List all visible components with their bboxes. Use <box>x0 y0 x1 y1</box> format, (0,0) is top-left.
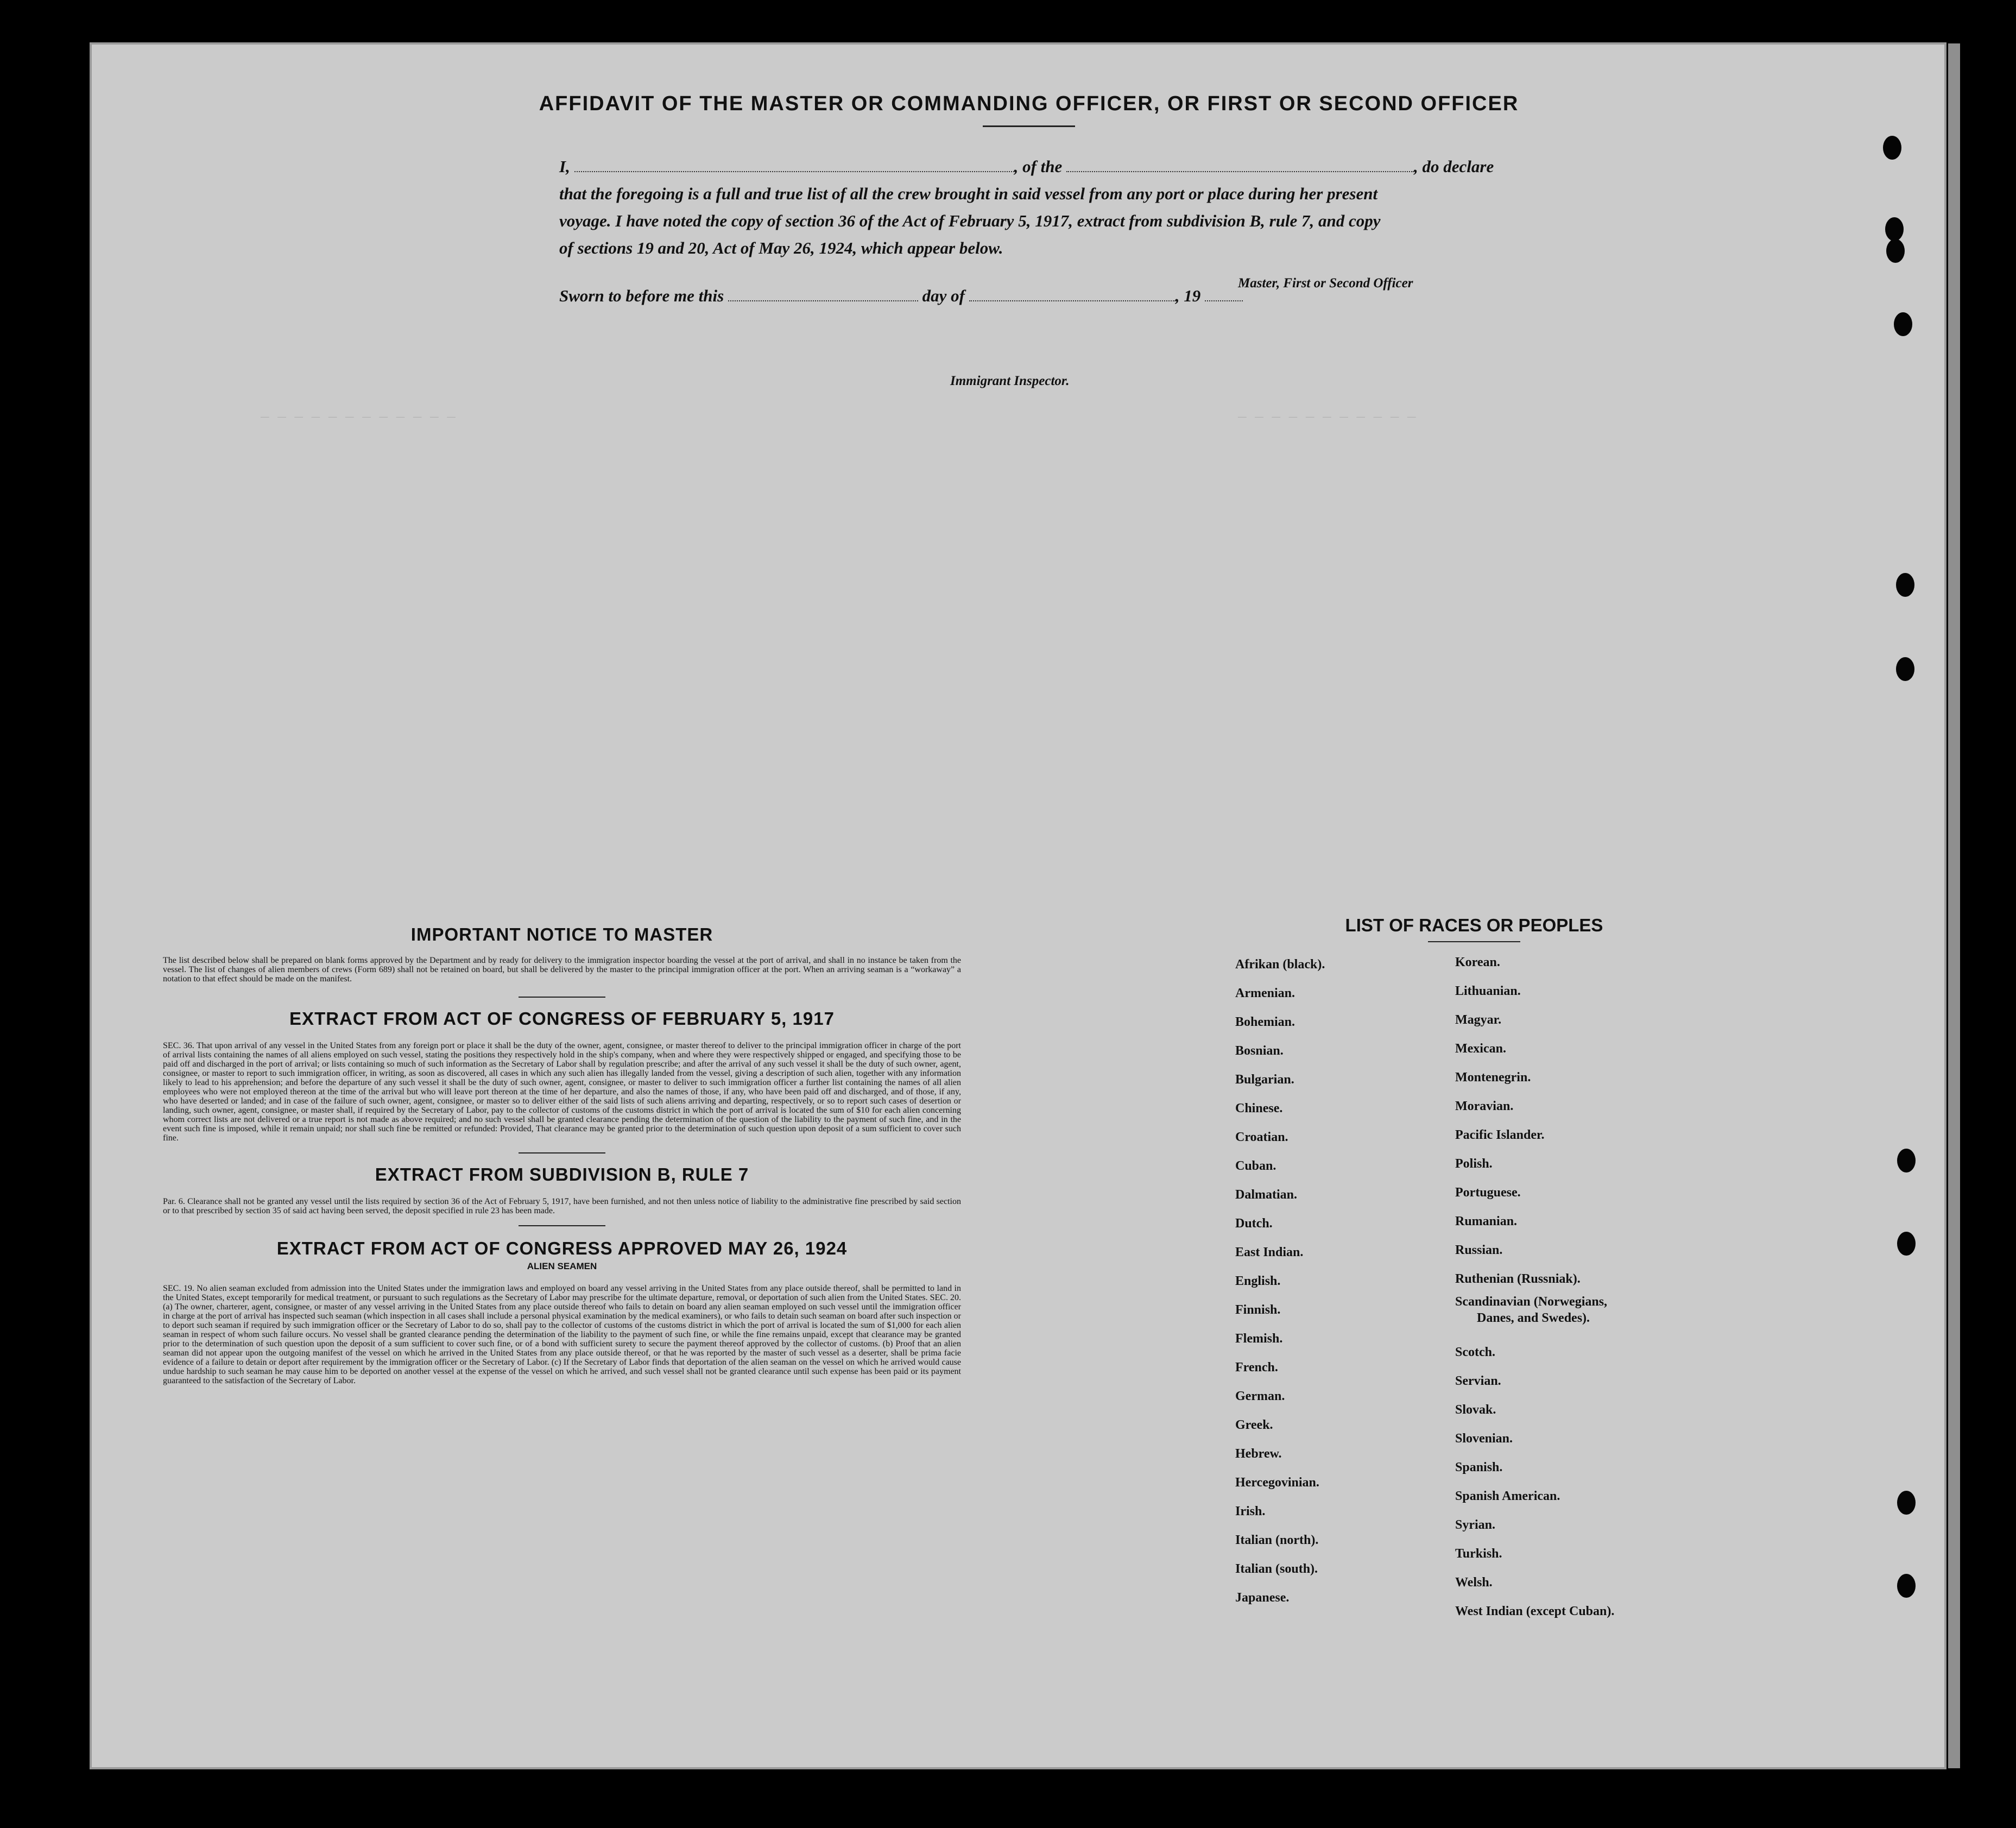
extract-1917-title: EXTRACT FROM ACT OF CONGRESS OF FEBRUARY 5, 1917 <box>289 1008 835 1029</box>
race-item: Ruthenian (Russniak). <box>1455 1272 1581 1286</box>
race-item: Servian. <box>1455 1374 1501 1388</box>
binder-hole <box>1894 312 1912 336</box>
race-item: Scotch. <box>1455 1345 1495 1359</box>
vessel-field[interactable] <box>1066 157 1414 172</box>
year-field[interactable] <box>1205 286 1243 301</box>
affidavit-of-the: , of the <box>1014 157 1063 176</box>
extract-1924-title: EXTRACT FROM ACT OF CONGRESS APPROVED MAY 26, 1924 <box>276 1238 848 1258</box>
page-edge <box>1948 43 1960 1768</box>
title-rule <box>983 125 1075 127</box>
race-item: Turkish. <box>1455 1547 1502 1561</box>
race-item: Italian (north). <box>1235 1533 1319 1547</box>
inspector-caption: Immigrant Inspector. <box>950 374 1070 388</box>
month-field[interactable] <box>969 286 1176 301</box>
race-item: Greek. <box>1235 1418 1273 1432</box>
sworn-text: Sworn to before me this <box>559 286 724 305</box>
races-section <box>1230 915 1718 1618</box>
race-item: Flemish. <box>1235 1332 1283 1346</box>
race-item: Russian. <box>1455 1243 1503 1257</box>
race-item: Spanish American. <box>1455 1489 1560 1503</box>
divider <box>519 997 605 998</box>
rule7-text: Par. 6. Clearance shall not be granted any vessel until the lists required by section 36 of the Act of February 5, 1917, have been furnished, and not then unless notice of liability to the administrative fine prescribed by said section or to that prescribed by section 35 of said act having been served, the deposit specified in rule 23 has been made. <box>163 1197 961 1215</box>
binder-hole <box>1897 1574 1916 1598</box>
affidavit-line-2: that the foregoing is a full and true list of all the crew brought in said vessel from any port or place during her present <box>559 184 1378 203</box>
rule7-title: EXTRACT FROM SUBDIVISION B, RULE 7 <box>375 1164 749 1184</box>
race-item: Bulgarian. <box>1235 1073 1294 1087</box>
races-column-2 <box>1455 948 1614 1626</box>
race-item: West Indian (except Cuban). <box>1455 1604 1615 1618</box>
race-item: English. <box>1235 1274 1281 1288</box>
race-item: Welsh. <box>1455 1575 1493 1590</box>
race-item: Hebrew. <box>1235 1447 1282 1461</box>
binder-hole <box>1897 1232 1916 1256</box>
race-item: Dutch. <box>1235 1216 1273 1231</box>
races-column-1 <box>1235 950 1325 1612</box>
binder-hole <box>1897 1491 1916 1515</box>
day-of-text: day of <box>922 286 965 305</box>
race-item: Croatian. <box>1235 1130 1288 1144</box>
race-item: Montenegrin. <box>1455 1070 1531 1085</box>
divider <box>519 1152 605 1153</box>
divider <box>519 1225 605 1226</box>
race-item: Mexican. <box>1455 1042 1506 1056</box>
race-item: Japanese. <box>1235 1591 1290 1605</box>
affidavit-i: I, <box>559 157 570 176</box>
race-item: Korean. <box>1455 955 1500 969</box>
affidavit-body <box>559 153 1537 262</box>
binder-hole <box>1896 573 1914 597</box>
race-item: Bosnian. <box>1235 1044 1284 1058</box>
race-item: Irish. <box>1235 1504 1266 1518</box>
race-item: Pacific Islander. <box>1455 1128 1545 1142</box>
race-item: Afrikan (black). <box>1235 957 1325 972</box>
binder-hole <box>1886 239 1905 263</box>
race-item: Italian (south). <box>1235 1562 1318 1576</box>
race-item: Lithuanian. <box>1455 984 1521 998</box>
divider <box>1428 941 1520 942</box>
affidavit-line-4: of sections 19 and 20, Act of May 26, 1924, which appear below. <box>559 238 1003 257</box>
race-item: Magyar. <box>1455 1013 1502 1027</box>
bleed-through-text: _ _ _ _ _ _ _ _ _ _ _ _ <box>261 404 456 420</box>
race-item: Danes, and Swedes). <box>1477 1311 1590 1325</box>
notice-section <box>163 924 961 1385</box>
binder-hole <box>1896 657 1914 681</box>
race-item: Bohemian. <box>1235 1015 1295 1029</box>
notice-title: IMPORTANT NOTICE TO MASTER <box>410 924 713 944</box>
day-field[interactable] <box>728 286 918 301</box>
race-item: Rumanian. <box>1455 1214 1518 1228</box>
race-item: Syrian. <box>1455 1518 1496 1532</box>
master-caption: Master, First or Second Officer <box>1238 276 1413 291</box>
race-item: Slovak. <box>1455 1403 1496 1417</box>
race-item: Dalmatian. <box>1235 1188 1297 1202</box>
race-item: French. <box>1235 1360 1278 1375</box>
race-item: Portuguese. <box>1455 1186 1521 1200</box>
race-item: Polish. <box>1455 1157 1493 1171</box>
affidavit-declare: , do declare <box>1414 157 1494 176</box>
race-item: Spanish. <box>1455 1460 1503 1474</box>
binder-hole <box>1883 136 1901 160</box>
name-field[interactable] <box>574 157 1014 172</box>
affidavit-section <box>521 92 1537 388</box>
bleed-through-text: _ _ _ _ _ _ _ _ _ _ _ <box>1238 404 1416 420</box>
affidavit-line-3: voyage. I have noted the copy of section 36 of the Act of February 5, 1917, extract from subdivision B, rule 7, and copy <box>559 211 1381 230</box>
race-item: Slovenian. <box>1455 1432 1513 1446</box>
races-title: LIST OF RACES OR PEOPLES <box>1345 915 1603 935</box>
extract-1924-subtitle: ALIEN SEAMEN <box>527 1261 597 1271</box>
affidavit-title: AFFIDAVIT OF THE MASTER OR COMMANDING OFFICER, OR FIRST OR SECOND OFFICER <box>539 92 1519 115</box>
race-item: Moravian. <box>1455 1099 1514 1113</box>
race-item: East Indian. <box>1235 1245 1304 1259</box>
race-item: Cuban. <box>1235 1159 1276 1173</box>
year-prefix: , 19 <box>1175 286 1201 305</box>
binder-hole <box>1897 1149 1916 1173</box>
race-item: German. <box>1235 1389 1285 1403</box>
race-item: Scandinavian (Norwegians, <box>1455 1295 1608 1309</box>
race-item: Finnish. <box>1235 1303 1281 1317</box>
race-item: Hercegovinian. <box>1235 1476 1319 1490</box>
race-item: Chinese. <box>1235 1101 1283 1115</box>
binder-hole <box>1885 217 1904 241</box>
notice-text: The list described below shall be prepared on blank forms approved by the Department and by ready for delivery to the immigration inspector boarding the vessel at the port of arrival, and shall in no instance be taken from the vessel. The list of changes of alien members of crews (Form 689) shall not be retained on board, but shall be delivered by the master to the principal immigration officer at the port. When an arriving seaman is a “workaway” a notation to that effect should be made on the manifest. <box>163 956 961 984</box>
sworn-line <box>559 282 1243 310</box>
extract-1917-text: SEC. 36. That upon arrival of any vessel in the United States from any foreign port or place it shall be the duty of the owner, agent, consignee, or master thereof to deliver to the principal immigration officer in charge of the port of arrival lists containing the names of all aliens employed on such vessel, stating the positions they respectively hold in the ship's company, when and where they were respectively shipped or engaged, and specifying those to be paid off and discharged in the port of arrival; or lists containing so much of such information as the Secretary of Labor shall by regulation prescribe; and after the arrival of any such vessel it shall be the duty of such owner, agent, consignee, or master to report to such immigration officer, in writing, as soon as discovered, all cases in which any such alien has illegally landed from the vessel, giving a description of such alien, together with any information likely to lead to his apprehension; and before the departure of any such vessel it shall be the duty of such owner, agent, consignee, or master to deliver to such immigration officer a further list containing the names of all alien employees who were not employed thereon at the time of the arrival but who will leave port thereon at the time of her departure, and also the names of those, if any, who have been paid off and discharged, and of those, if any, who have deserted or landed; and in case of the failure of such owner, agent, consignee, or master so to deliver either of the said lists of such aliens arriving and departing, respectively, or so to report such cases of desertion or landing, such owner, agent, consignee, or master shall, if required by the Secretary of Labor, pay to the collector of customs of the customs district in which the port of arrival is located the sum of $10 for each alien concerning whom correct lists are not delivered or a true report is not made as above required; and no such vessel shall be granted clearance pending the determination of the question of the liability to the payment of such fine, and in the event such fine is imposed, while it remain unpaid; nor shall such fine be remitted or refunded: Provided, That clearance may be granted prior to the determination of such question upon deposit of a sum sufficient to cover such fine. <box>163 1041 961 1143</box>
extract-1924-text: SEC. 19. No alien seaman excluded from admission into the United States under the immigration laws and employed on board any vessel arriving in the United States from any place outside thereof, shall be permitted to land in the United States, except temporarily for medical treatment, or pursuant to such regulations as the Secretary of Labor may prescribe for the ultimate departure, removal, or deportation of such alien from the United States. SEC. 20. (a) The owner, charterer, agent, consignee, or master of any vessel arriving in the United States from any place outside thereof who fails to detain on board any alien seaman employed on such vessel until the immigration officer in charge at the port of arrival has inspected such seaman (which inspection in all cases shall include a personal physical examination by the medical examiners), or who fails to detain such seaman on board after such inspection or to deport such seaman if required by such immigration officer or the Secretary of Labor to do so, shall pay to the collector of customs of the customs district in which the port of arrival is located the sum of $1,000 for each alien seaman in respect of whom such failure occurs. No vessel shall be granted clearance pending the determination of the liability to the payment of such fine, or while the fine remains unpaid, except that clearance may be granted prior to the determination of such question upon the deposit of a sum sufficient to cover such fine, or of a bond with sufficient surety to secure the payment thereof approved by the collector of customs. (b) Proof that an alien seaman did not appear upon the outgoing manifest of the vessel on which he arrived in the United States from any place outside thereof, or that he was reported by the master of such vessel as a deserter, shall be prima facie evidence of a failure to detain or deport after requirement by the immigration officer or the Secretary of Labor. (c) If the Secretary of Labor finds that deportation of the alien seaman on the vessel on which he arrived would cause undue hardship to such seaman he may cause him to be deported on another vessel at the expense of the vessel on which he arrived, and such vessel shall not be granted clearance until such expense has been paid or its payment guaranteed to the satisfaction of the Secretary of Labor. <box>163 1284 961 1385</box>
race-item: Armenian. <box>1235 986 1295 1000</box>
